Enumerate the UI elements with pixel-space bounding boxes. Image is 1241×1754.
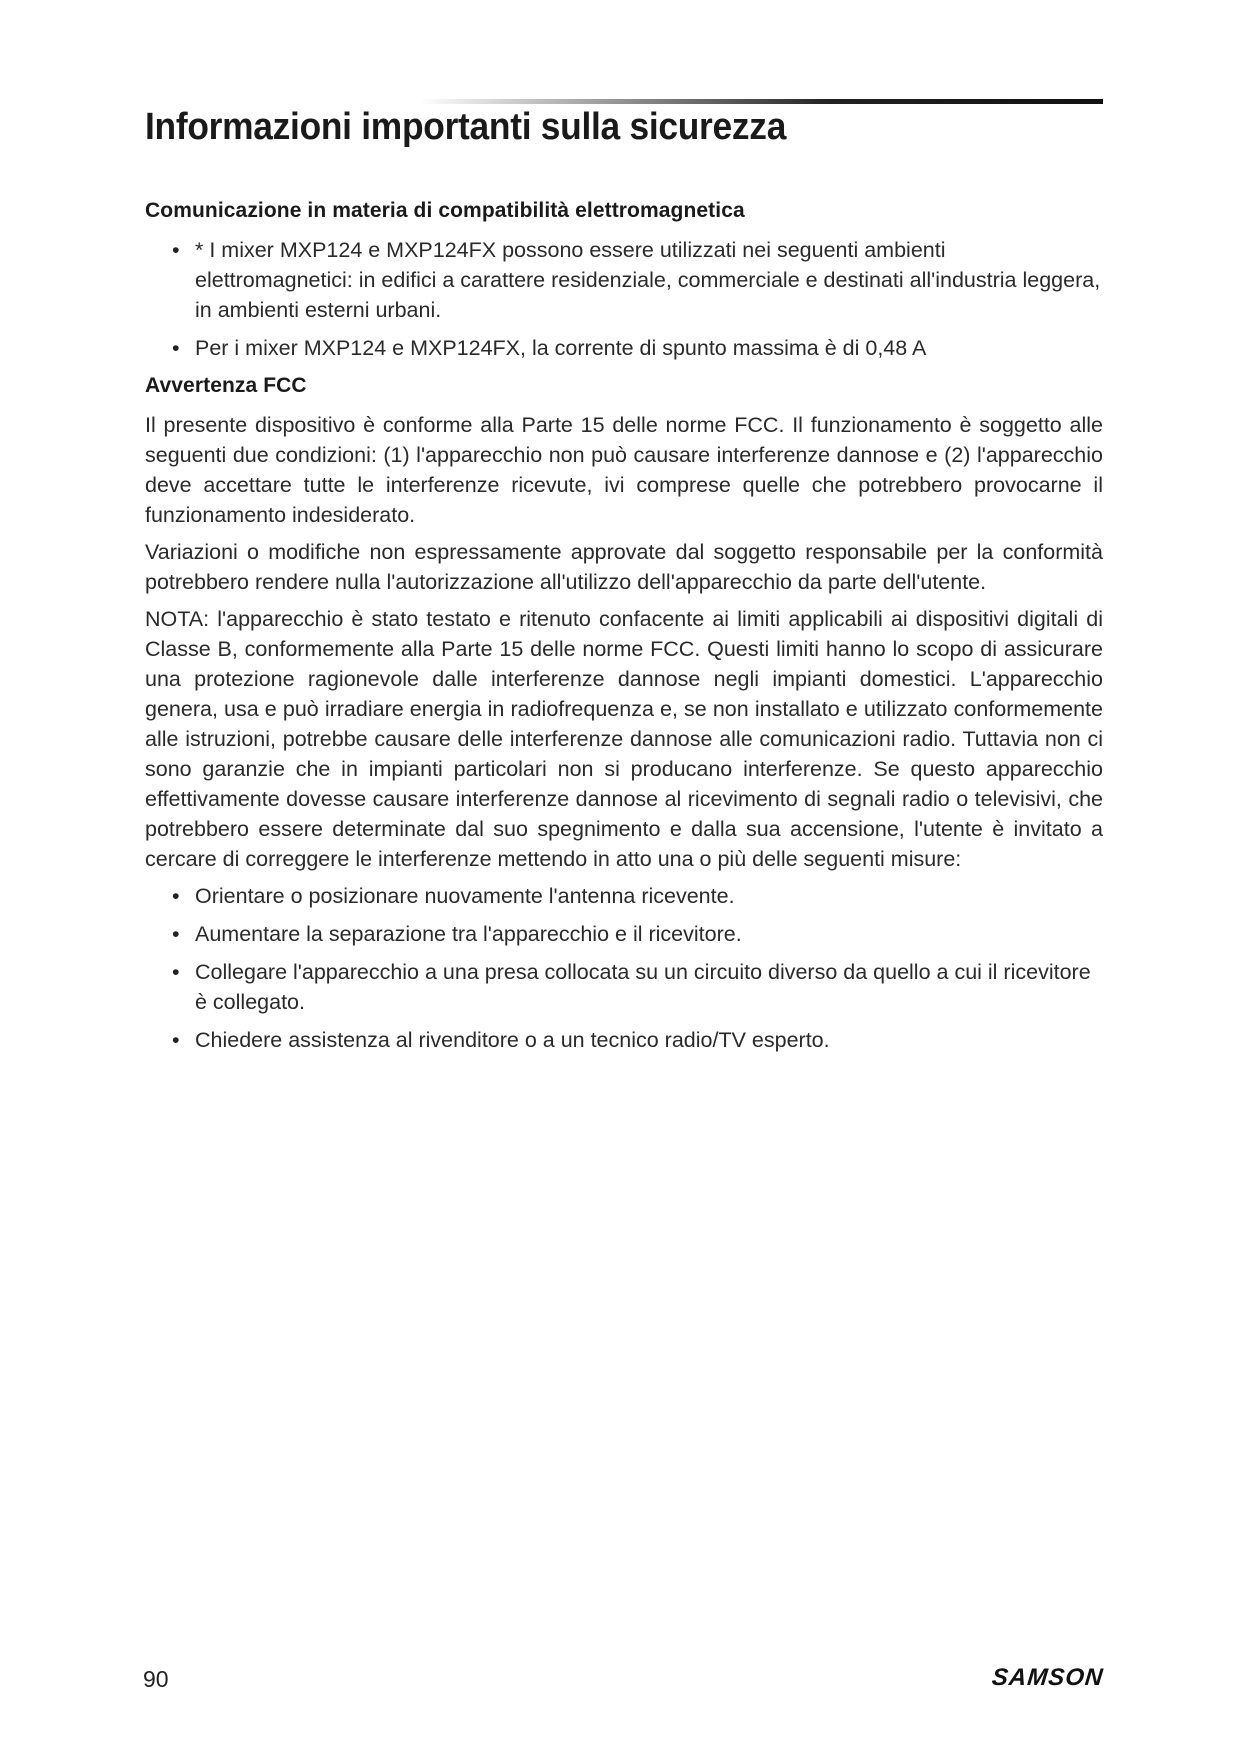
- bullet-icon: •: [172, 336, 180, 360]
- emc-bullet-text: Per i mixer MXP124 e MXP124FX, la corrente di spunto massima è di 0,48 A: [195, 336, 927, 360]
- measure-text: Orientare o posizionare nuovamente l'antenna ricevente.: [195, 884, 735, 908]
- fcc-paragraph: Il presente dispositivo è conforme alla Parte 15 delle norme FCC. Il funzionamento è soggetto alle seguenti due condizioni: (1) l'apparecchio non può causare interferenze dannose e (2) l'apparecchio deve accettare tutte le interferenze ricevute, ivi comprese quelle che potrebbero provocarne il funzionamento indesiderato.: [145, 413, 1103, 527]
- fcc-measures-list: [145, 881, 1103, 1055]
- page-title: Informazioni importanti sulla sicurezza: [145, 106, 787, 148]
- list-item: [145, 881, 1103, 911]
- bullet-icon: •: [172, 1028, 180, 1052]
- page-number: 90: [143, 1666, 169, 1692]
- measure-text: Collegare l'apparecchio a una presa collocata su un circuito diverso da quello a cui il ricevitore è collegato.: [195, 960, 1091, 1014]
- list-item: [145, 919, 1103, 949]
- fcc-paragraph: Variazioni o modifiche non espressamente approvate dal soggetto responsabile per la conformità potrebbero rendere nulla l'autorizzazione all'utilizzo dell'apparecchio da parte dell'utente.: [145, 540, 1103, 594]
- measure-text: Aumentare la separazione tra l'apparecchio e il ricevitore.: [195, 922, 742, 946]
- bullet-icon: •: [172, 960, 180, 984]
- emc-bullet-text: * I mixer MXP124 e MXP124FX possono essere utilizzati nei seguenti ambienti elettromagnetici: in edifici a carattere residenziale, commerciale e destinati all'industria leggera, in ambienti esterni urbani.: [195, 238, 1101, 322]
- emc-heading: Comunicazione in materia di compatibilità elettromagnetica: [145, 199, 745, 222]
- bullet-icon: •: [172, 238, 180, 262]
- fcc-heading: Avvertenza FCC: [145, 374, 307, 397]
- list-item: [145, 1025, 1103, 1055]
- header-rule: [420, 99, 1103, 104]
- list-item: [145, 957, 1103, 1017]
- list-item: [145, 333, 1103, 363]
- fcc-note-paragraph: NOTA: l'apparecchio è stato testato e ritenuto confacente ai limiti applicabili ai dispositivi digitali di Classe B, conformemente alla Parte 15 delle norme FCC. Questi limiti hanno lo scopo di assicurare una protezione ragionevole dalle interferenze dannose negli impianti domestici. L'apparecchio genera, usa e può irradiare energia in radiofrequenza e, se non installato e utilizzato conformemente alle istruzioni, potrebbe causare delle interferenze dannose alle comunicazioni radio. Tuttavia non ci sono garanzie che in impianti particolari non si producano interferenze. Se questo apparecchio effettivamente dovesse causare interferenze dannose al ricevimento di segnali radio o televisivi, che potrebbero essere determinate dal suo spegnimento e dalla sua accensione, l'utente è invitato a cercare di correggere le interferenze mettendo in atto una o più delle seguenti misure:: [145, 607, 1103, 871]
- bullet-icon: •: [172, 922, 180, 946]
- list-item: [145, 235, 1103, 325]
- brand-logo: SAMSON: [990, 1664, 1105, 1691]
- page-content: [145, 196, 1103, 1063]
- emc-bullet-list: [145, 235, 1103, 363]
- bullet-icon: •: [172, 884, 180, 908]
- measure-text: Chiedere assistenza al rivenditore o a un tecnico radio/TV esperto.: [195, 1028, 830, 1052]
